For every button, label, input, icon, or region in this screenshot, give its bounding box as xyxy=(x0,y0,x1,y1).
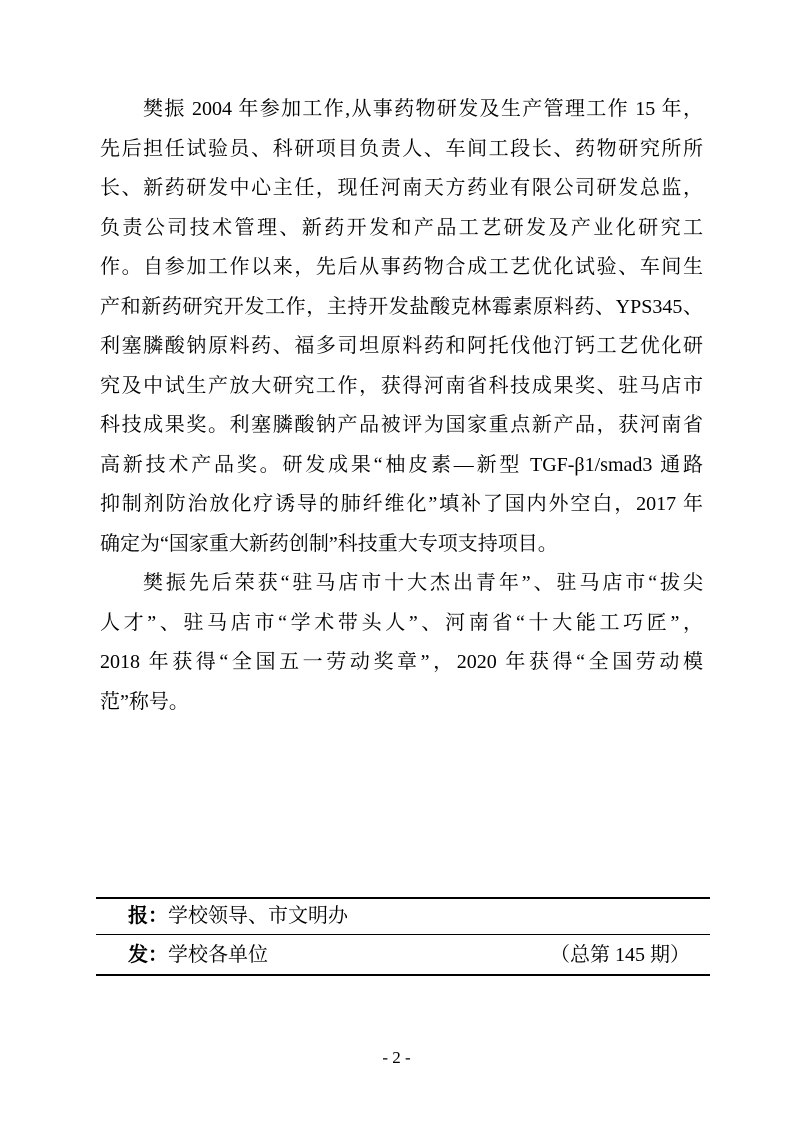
issue-number: （总第 145 期） xyxy=(550,944,690,966)
footer-middle-rule xyxy=(96,934,710,935)
report-line xyxy=(128,901,348,931)
report-recipients: 学校领导、市文明办 xyxy=(168,905,348,927)
distribute-recipients: 学校各单位 xyxy=(168,944,268,966)
text-line: 利塞膦酸钠原料药、福多司坦原料药和阿托伐他汀钙工艺优化研 xyxy=(100,335,703,357)
paragraph-career xyxy=(100,90,703,564)
text-line: 樊振 2004 年参加工作,从事药物研发及生产管理工作 15 年， xyxy=(143,98,703,120)
body-text xyxy=(100,90,703,722)
text-line: 长、新药研发中心主任，现任河南天方药业有限公司研发总监， xyxy=(100,177,703,199)
distribute-label: 发： xyxy=(128,944,168,966)
page-number: - 2 - xyxy=(382,1048,411,1067)
report-label: 报： xyxy=(128,905,168,927)
text-line: 负责公司技术管理、新药开发和产品工艺研发及产业化研究工 xyxy=(100,216,703,239)
text-line: 科技成果奖。利塞膦酸钠产品被评为国家重点新产品，获河南省 xyxy=(100,414,703,436)
paragraph-honors xyxy=(100,564,703,722)
text-line: 产和新药研究开发工作，主持开发盐酸克林霉素原料药、YPS345、 xyxy=(100,295,703,318)
footer-bottom-rule xyxy=(96,974,710,976)
text-line: 作。自参加工作以来，先后从事药物合成工艺优化试验、车间生 xyxy=(100,256,703,278)
text-line: 究及中试生产放大研究工作，获得河南省科技成果奖、驻马店市 xyxy=(100,374,703,397)
text-line: 2018 年获得“全国五一劳动奖章”，2020 年获得“全国劳动模 xyxy=(100,651,703,673)
text-line: 先后担任试验员、科研项目负责人、车间工段长、药物研究所所 xyxy=(100,137,703,160)
text-line: 樊振先后荣获“驻马店市十大杰出青年”、驻马店市“拔尖 xyxy=(143,572,703,594)
text-line: 范”称号。 xyxy=(100,690,189,713)
text-line: 抑制剂防治放化疗诱导的肺纤维化”填补了国内外空白，2017 年 xyxy=(100,493,703,515)
text-line: 人才”、驻马店市“学术带头人”、河南省“十大能工巧匠”， xyxy=(100,611,703,634)
distribute-line xyxy=(128,940,268,970)
text-line: 高新技术产品奖。研发成果“柚皮素—新型 TGF-β1/smad3 通路 xyxy=(100,453,703,476)
distribute-row xyxy=(128,940,690,970)
report-row xyxy=(128,901,690,931)
text-line: 确定为“国家重大新药创制”科技重大专项支持项目。 xyxy=(100,532,558,555)
footer-top-rule xyxy=(96,897,710,899)
